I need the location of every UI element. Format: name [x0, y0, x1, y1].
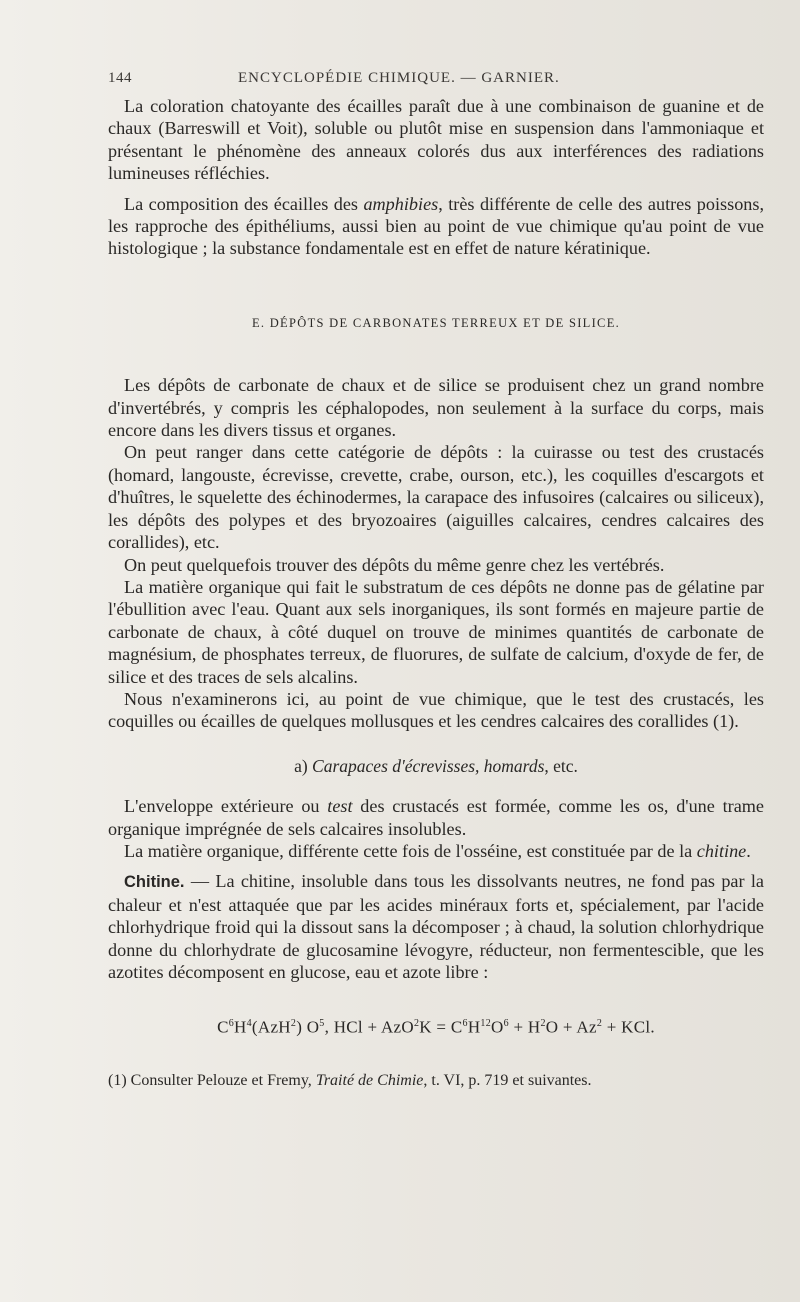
footnote: (1) Consulter Pelouze et Fremy, Traité de Chimie, t. VI, p. 719 et suivantes. — [108, 1072, 592, 1090]
page-number: 144 — [108, 70, 132, 86]
chemical-formula: $C^6H^4(AzH^2)$ $O^5$, HCl + $AzO^2K = C^6H^{12}O^6 + H^2O + Az^2$ + KCl. — [217, 1018, 655, 1038]
paragraph-amphibies: La composition des écailles des amphibies, très différente de celle des autres poissons, les rapproche des épithéliums, aussi bien au point de vue chimique qu'au point de vue histologique ; la substance fondamentale est en effet de nature kératinique. — [108, 193, 765, 259]
section-heading: E. DÉPÔTS DE CARBONATES TERREUX ET DE SILICE. — [251, 315, 621, 330]
paragraph-examinerons: Nous n'examinerons ici, au point de vue chimique, que le test des crustacés, les coquilles ou écailles de quelques mollusques et les cendres calcaires des corallides (1). — [108, 688, 764, 732]
sub-heading: a) Carapaces d'écrevisses, homards, etc. — [294, 755, 578, 776]
paragraph-enveloppe: L'enveloppe extérieure ou test des crustacés est formée, comme les os, d'une trame organique imprégnée de sels calcaires insolubles. — [108, 796, 764, 839]
paragraph-guanine: La coloration chatoyante des écailles paraît due à une combinaison de guanine et de chaux (Barreswill et Voit), soluble ou plutôt mise en suspension dans l'ammoniaque et présentant le phénomène des anneaux colorés dus aux interférences des radiations lumineuses réfléchies. — [108, 96, 764, 184]
paragraph-vertebres: On peut quelquefois trouver des dépôts du même genre chez les vertébrés. — [124, 554, 665, 575]
running-title: ENCYCLOPÉDIE CHIMIQUE. — GARNIER. — [238, 70, 560, 86]
paragraph-categorie: On peut ranger dans cette catégorie de dépôts : la cuirasse ou test des crustacés (homard, langouste, écrevisse, crevette, crabe, ourson, etc.), les coquilles d'escargots et d'huîtres, le squelette des échinodermes, la carapace des infusoires (calcaires ou siliceux), les dépôts des polypes et des bryozoaires (aiguilles calcaires, cendres calcaires des corallides), etc. — [108, 442, 764, 553]
paragraph-depots: Les dépôts de carbonate de chaux et de silice se produisent chez un grand nombre d'invertébrés, y compris les céphalopodes, non seulement à la surface du corps, mais encore dans les divers tissus et organes. — [108, 375, 764, 441]
paragraph-chitine: Chitine. — La chitine, insoluble dans tous les dissolvants neutres, ne fond pas par la chaleur et n'est attaquée que par les acides minéraux forts et, spécialement, par l'acide chlorhydrique froid qui la dissout sans la décomposer ; à chaud, la solution chlorhydrique donne du chlorhydrate de glucosamine lévogyre, réducteur, non fermentescible, que les azotites décomposent en glucose, eau et azote libre : — [108, 871, 764, 982]
running-head — [108, 70, 764, 87]
paragraph-chitine-intro: La matière organique, différente cette fois de l'osséine, est constituée par de la chitine. — [124, 840, 751, 861]
paragraph-matiere: La matière organique qui fait le substratum de ces dépôts ne donne pas de gélatine par l'ébullition avec l'eau. Quant aux sels inorganiques, ils sont formés en majeure partie de carbonate de chaux, à côté duquel on trouve de minimes quantités de carbonate de magnésium, de phosphates terreux, de fluorures, de sulfate de calcium, d'oxyde de fer, de silice et des traces de sels alcalins. — [108, 576, 764, 687]
